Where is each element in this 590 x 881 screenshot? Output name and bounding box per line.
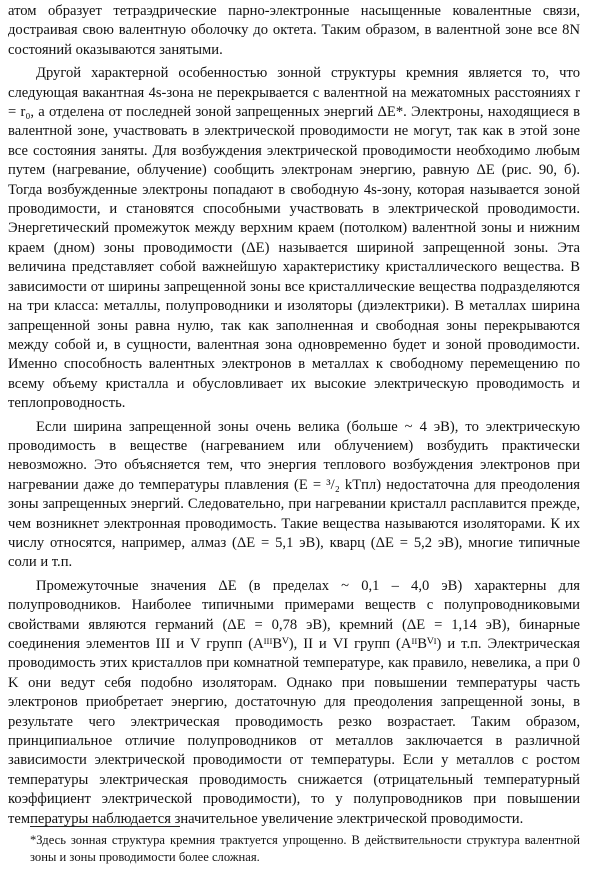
paragraph-continued: атом образует тетраэдрические парно-электронные насыщенные ковалентные связи, достраивая свою валентную оболочку до октета. Таким образом, в валентной зоне все 8N состояний оказываются занятыми. [8, 3, 580, 58]
paragraph-band-gap: Другой характерной особенностью зонной структуры кремния является то, что следующая вакантная 4s-зона не перекрывается с валентной на межатомных расстояниях r = r₀, а отделена от последней зоной запрещенных энергий ΔE*. Электроны, находящиеся в валентной зоне, участвовать в электрической проводимости не могут, так как в этой зоне все состояния заняты. Для возбуждения электрической проводимости необходимо любым путем (нагревание, облучение) сообщить электронам энергию, равную ΔE (рис. 90, б). Тогда возбужденные электроны попадают в свободную 4s-зону, которая называется зоной проводимости, и становятся способными участвовать в электрической проводимости. Энергетический промежуток между верхним краем (потолком) валентной зоны и нижним краем (дном) зоны проводимости (ΔE) называется шириной запрещенной зоны. Эта величина представляет собой важнейшую характеристику кристаллического вещества. В зависимости от ширины запрещенной зоны все кристаллические вещества подразделяются на три класса: металлы, полупроводники и изоляторы (диэлектрики). В металлах ширина запрещенной зоны равна нулю, так как заполненная и свободная зоны перекрываются между собой и, в сущности, валентная зона одновременно будет и зоной проводимости. Именно способность валентных электронов в металлах к свободному перемещению по всему объему кристалла и обусловливает их высокие электрическую проводимость и теплопроводность. [8, 65, 580, 412]
paragraph-insulators: Если ширина запрещенной зоны очень велика (больше ~ 4 эВ), то электрическую проводимость в веществе (нагреванием или облучением) возбудить практически невозможно. Это объясняется тем, что энергия теплового возбуждения электронов при нагревании даже до температуры плавления (E = ³/₂ kTпл) недостаточна для преодоления зоны запрещенных энергий. Следовательно, при нагревании кристалл расплавится прежде, чем возникнет электронная проводимость. Такие вещества называются изоляторами. К их числу относятся, например, алмаз (ΔE = 5,1 эВ), кварц (ΔE = 5,2 эВ), многие типичные соли и т.п. [8, 418, 580, 571]
paragraph-semiconductors: Промежуточные значения ΔE (в пределах ~ 0,1 – 4,0 эВ) характерны для полупроводников. Наиболее типичными примерами веществ с полупроводниковыми свойствами являются германий (ΔE = 0,78 эВ), кремний (ΔE = 1,14 эВ), бинарные соединения элементов III и V групп (AᴵᴵᴵBⱽ), II и VI групп (AᴵᴵBⱽᴵ) и т.п. Электрическая проводимость этих кристаллов при комнатной температуре, как правило, невелика, а при 0 K они ведут себя подобно изоляторам. Однако при повышении температуры часть электронов приобретает энергию, достаточную для преодоления запрещенной зоны, в результате чего электрическая проводимость резко возрастает. Таким образом, принципиальное отличие полупроводников от металлов заключается в различной зависимости электрической проводимости от температуры. Если у металлов с ростом температуры электрическая проводимость снижается (отрицательный температурный коэффициент электрической проводимости), то у полупроводников при повышении температуры наблюдается значительное увеличение электрической проводимости. [8, 577, 580, 827]
footnote-divider [30, 826, 180, 827]
footnote: *Здесь зонная структура кремния трактуется упрощенно. В действительности структура валентной зоны и зоны проводимости более сложная. [30, 833, 580, 864]
